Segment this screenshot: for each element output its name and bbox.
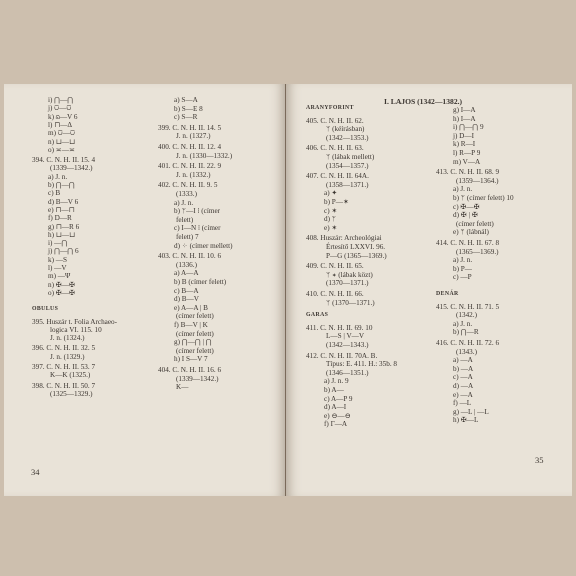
- catalog-variant: a) J. n.: [174, 198, 194, 207]
- catalog-line: (1339—1342.): [176, 374, 219, 383]
- catalog-line: ᛘ (lábak mellett): [326, 153, 375, 161]
- catalog-entry-number: 394. C. N. H. II. 15. 4: [32, 156, 96, 165]
- catalog-line: J. n. (1330—1332.): [176, 151, 233, 160]
- catalog-line: (címer felett): [176, 312, 214, 321]
- catalog-line: Típus: E. 411. H.: 35b. 8: [326, 360, 398, 369]
- catalog-entry-number: 399. C. N. H. II. 14. 5: [158, 123, 222, 132]
- catalog-variant: h) I—A: [453, 114, 476, 123]
- catalog-variant: c) B—A: [174, 286, 199, 295]
- catalog-entry-number: 401. C. N. H. II. 22. 9: [158, 162, 222, 171]
- catalog-entry-number: 416. C. N. H. II. 72. 6: [436, 339, 500, 347]
- catalog-line: Értesítő LXXVI. 96.: [326, 243, 386, 251]
- catalog-variant: c) —P: [453, 273, 472, 282]
- catalog-variant: e) ✶: [324, 223, 338, 232]
- catalog-line: J. n. (1329.): [50, 352, 85, 361]
- catalog-variant: e) A—A | B: [174, 303, 208, 312]
- catalog-entry-number: 397. C. N. H. II. 53. 7: [32, 363, 96, 371]
- catalog-entry-number: 400. C. N. H. II. 12. 4: [158, 143, 222, 151]
- catalog-variant: b) ᛘ (címer felett) 10: [453, 194, 514, 202]
- catalog-variant: e) ⊓—⊓: [48, 205, 75, 214]
- section-heading: OBULUS: [32, 306, 59, 313]
- right-page: [286, 84, 572, 496]
- catalog-entry-number: 398. C. N. H. II. 50. 7: [32, 381, 96, 390]
- catalog-entry-number: 404. C. N. H. II. 16. 6: [158, 366, 222, 374]
- catalog-entry-number: 403. C. N. H. II. 10. 6: [158, 252, 222, 261]
- catalog-variant: b) —A: [453, 364, 474, 373]
- catalog-line: (címer felett): [176, 346, 214, 355]
- catalog-variant: f) B—V | K: [174, 321, 208, 329]
- left-page-number: 34: [31, 467, 40, 477]
- catalog-variant: d) A—I: [324, 403, 347, 412]
- catalog-variant: m) —Ψ: [48, 272, 71, 281]
- catalog-variant: a) J. n. 9: [324, 377, 349, 386]
- catalog-variant: k) ⩄—V 6: [48, 112, 78, 121]
- catalog-variant: b) P—✶: [324, 198, 349, 206]
- catalog-variant: f) —L: [453, 399, 472, 408]
- catalog-variant: f) D—R: [48, 214, 72, 223]
- catalog-line: J. n. (1327.): [176, 132, 211, 141]
- right-page-number: 35: [535, 455, 544, 465]
- catalog-variant: h) I S—V 7: [174, 355, 208, 364]
- catalog-entry-number: 414. C. N. H. II. 67. 8: [436, 239, 500, 247]
- catalog-variant: a) J. n.: [453, 256, 473, 265]
- catalog-line: ᛘ ✶ (lábak közt): [326, 270, 373, 279]
- catalog-variant: d) B—V: [174, 295, 199, 304]
- catalog-variant: o) ✠—✠: [48, 288, 76, 297]
- catalog-variant: b) P—: [453, 264, 472, 273]
- catalog-line: (1342—1343.): [326, 341, 369, 349]
- catalog-variant: b) A—: [324, 386, 344, 394]
- left-page: [4, 84, 285, 496]
- catalog-variant: c) A—P 9: [324, 394, 353, 403]
- catalog-variant: g) I—A: [453, 106, 476, 114]
- catalog-variant: g) ⊓—R 6: [48, 222, 80, 231]
- catalog-variant: c) —A: [453, 373, 473, 382]
- catalog-variant: c) ✠—✠: [453, 202, 480, 211]
- catalog-line: (1365—1369.): [456, 247, 499, 256]
- catalog-variant: b) S—E 8: [174, 104, 203, 113]
- catalog-variant: n) ⊔—⊔: [48, 137, 76, 146]
- catalog-variant: g) ⋂—⋂ | ⋂: [174, 338, 212, 347]
- catalog-line: (1339—1342.): [50, 164, 93, 173]
- catalog-variant: a) A—A: [174, 269, 199, 278]
- catalog-line: felett) 7: [176, 233, 199, 241]
- catalog-variant: c) S—R: [174, 113, 198, 122]
- catalog-line: J. n. (1324.): [50, 334, 85, 343]
- catalog-variant: f) Γ—A: [324, 420, 348, 429]
- catalog-variant: h) ⊔—⊔: [48, 230, 76, 239]
- catalog-line: ᛘ (1370—1371.): [326, 298, 375, 307]
- catalog-entry-number: 409. C. N. H. II. 65.: [306, 262, 364, 271]
- catalog-line: L—S | V—V: [326, 332, 365, 341]
- catalog-entry-number: 412. C. N. H. II. 70A. B.: [306, 351, 378, 360]
- catalog-variant: i) ⋂—⋂ 9: [453, 123, 484, 132]
- catalog-entry-number: 408. Huszár: Archeológiai: [306, 234, 382, 243]
- catalog-variant: a) J. n.: [453, 185, 473, 194]
- catalog-variant: d) ᛘ: [324, 215, 337, 224]
- catalog-variant: b) ⋂—R: [453, 328, 479, 337]
- catalog-variant: k) R—I: [453, 140, 476, 149]
- catalog-variant: d) B—V 6: [48, 197, 79, 206]
- catalog-variant: e) —A: [453, 390, 473, 399]
- right-column-b: [286, 84, 572, 496]
- catalog-variant: b) ⋂—⋂: [48, 181, 75, 189]
- catalog-line: (címer felett): [456, 219, 494, 228]
- catalog-variant: j) ⋂—⋂ 6: [48, 247, 79, 256]
- catalog-line: (1342.): [456, 311, 477, 320]
- catalog-variant: c) B: [48, 189, 61, 198]
- catalog-variant: c) ✶: [324, 206, 338, 215]
- catalog-variant: d) —A: [453, 382, 474, 390]
- catalog-entry-number: 407. C. N. H. II. 64A.: [306, 172, 369, 181]
- catalog-variant: i) ⋂—⋂: [48, 96, 74, 104]
- catalog-variant: e) ᛘ (lábnál): [453, 228, 489, 237]
- catalog-line: (1343.): [456, 347, 477, 356]
- catalog-variant: o) ≍—≍: [48, 145, 76, 154]
- catalog-line: felett): [176, 215, 194, 224]
- catalog-variant: b) B (címer felett): [174, 278, 227, 286]
- catalog-line: K—K (1325.): [50, 371, 91, 380]
- catalog-line: J. n. (1332.): [176, 170, 211, 179]
- catalog-entry-number: 402. C. N. H. II. 9. 5: [158, 181, 218, 190]
- catalog-entry-number: 411. C. N. H. II. 69. 10: [306, 323, 373, 332]
- catalog-line: (1325—1329.): [50, 389, 93, 398]
- catalog-variant: l) R—P 9: [453, 149, 481, 157]
- catalog-variant: c) I—N ⁞ (címer: [174, 224, 221, 233]
- catalog-line: (1342—1353.): [326, 133, 369, 142]
- catalog-line: (1354—1357.): [326, 161, 369, 170]
- catalog-entry-number: 396. C. N. H. II. 32. 5: [32, 344, 96, 353]
- catalog-line: (címer felett): [176, 329, 214, 338]
- catalog-variant: l) —V: [48, 264, 67, 272]
- catalog-variant: n) ✠—✠: [48, 280, 76, 289]
- catalog-variant: j) ⩂—⩂: [48, 104, 72, 113]
- catalog-entry-number: 395. Huszár t. Folia Archaeo-: [32, 317, 118, 326]
- catalog-variant: h) ✠—L: [453, 416, 479, 425]
- catalog-line: P—G (1365—1369.): [326, 251, 387, 260]
- catalog-entry-number: 410. C. N. H. II. 66.: [306, 290, 364, 298]
- section-heading: ARANYFORINT: [306, 105, 354, 111]
- section-heading: GARAS: [306, 312, 329, 319]
- catalog-variant: j) D—I: [453, 131, 474, 140]
- catalog-variant: b) ᛘ—I ⁞ (címer: [174, 207, 221, 216]
- catalog-line: ᛘ (kéírásban): [326, 125, 365, 134]
- left-column-b: [4, 84, 285, 496]
- catalog-variant: a) J. n.: [48, 172, 68, 181]
- catalog-entry-number: 415. C. N. H. II. 71. 5: [436, 302, 500, 311]
- catalog-variant: a) J. n.: [453, 319, 473, 328]
- catalog-entry-number: 405. C. N. H. II. 62.: [306, 116, 364, 125]
- catalog-variant: d) ⁘ (címer mellett): [174, 241, 233, 250]
- catalog-variant: m) V—A: [453, 157, 481, 166]
- catalog-line: (1358—1371.): [326, 180, 369, 189]
- catalog-line: (1346—1351.): [326, 368, 369, 377]
- catalog-variant: e) ⊖—⊖: [324, 411, 351, 420]
- catalog-variant: i) —⋂: [48, 239, 68, 248]
- open-book: [4, 84, 572, 496]
- catalog-variant: a) —A: [453, 356, 473, 365]
- catalog-entry-number: 413. C. N. H. II. 68. 9: [436, 168, 500, 177]
- catalog-variant: m) ⩂—⩂: [48, 129, 76, 138]
- catalog-line: (1333.): [176, 190, 197, 198]
- catalog-variant: a) S—A: [174, 96, 198, 104]
- catalog-variant: g) —L | —L: [453, 407, 489, 416]
- catalog-variant: d) ✠ | ✠: [453, 211, 478, 220]
- catalog-line: logica VI. 115. 10: [50, 325, 102, 334]
- catalog-variant: k) —S: [48, 255, 67, 264]
- catalog-line: K—: [176, 383, 189, 392]
- page-heading: I. LAJOS (1342—1382.): [384, 97, 463, 106]
- catalog-entry-number: 406. C. N. H. II. 63.: [306, 144, 364, 153]
- catalog-variant: l) ⊓—Δ: [48, 120, 73, 129]
- catalog-line: (1370—1371.): [326, 279, 369, 288]
- catalog-line: (1336.): [176, 260, 197, 269]
- catalog-line: (1359—1364.): [456, 176, 499, 185]
- section-heading: DENÁR: [436, 291, 459, 297]
- catalog-variant: a) ✦: [324, 189, 338, 198]
